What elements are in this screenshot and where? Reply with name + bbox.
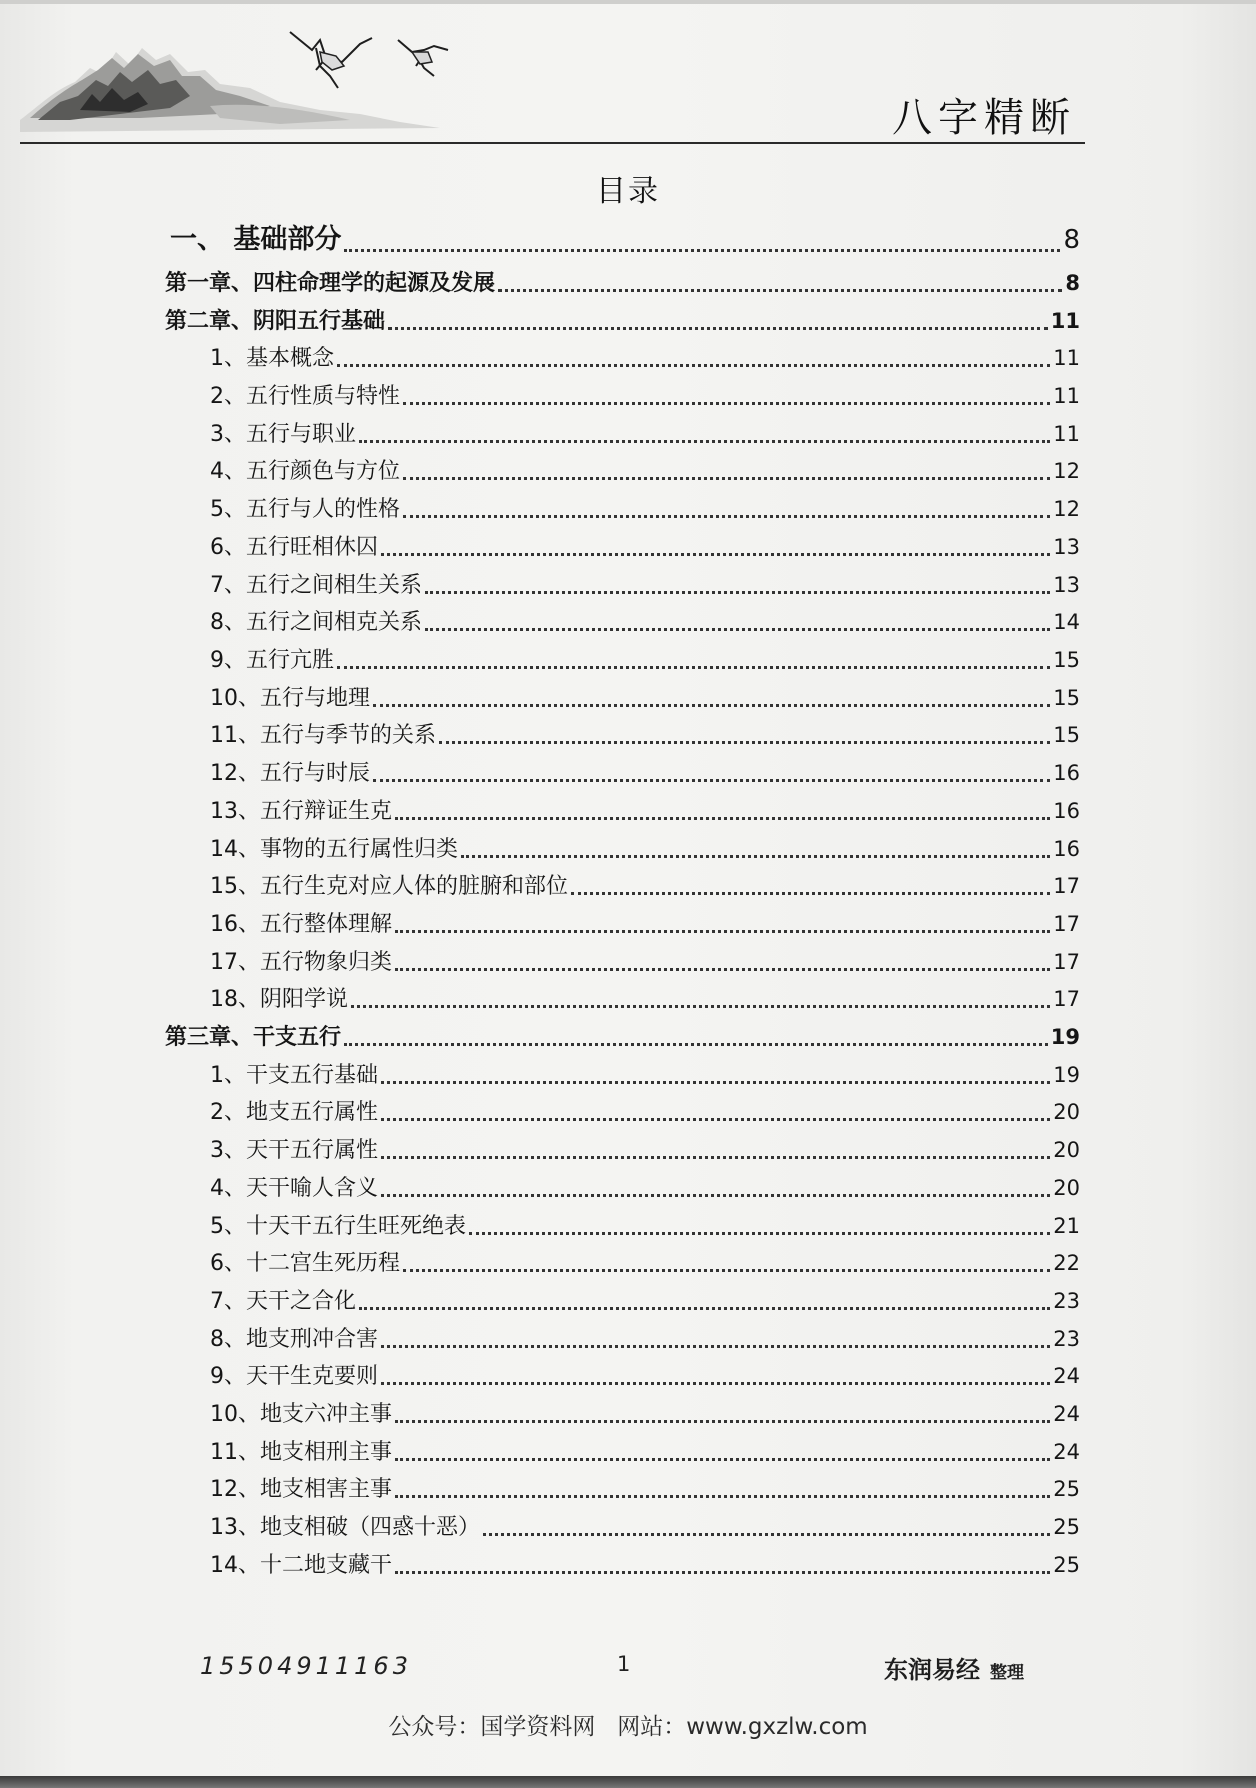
toc-entry-section — [210, 379, 1080, 413]
watermark-text: 公众号：国学资料网 网站：www.gxzlw.com — [388, 1714, 868, 1740]
toc-entry-section — [210, 568, 1080, 602]
toc-entry-title: 8、五行之间相克关系 — [210, 610, 422, 635]
toc-entry-page: 22 — [1053, 1251, 1080, 1275]
toc-entry-page: 17 — [1053, 874, 1080, 898]
toc-entry-page: 16 — [1053, 837, 1080, 861]
footer-organization — [884, 1650, 1024, 1685]
toc-entry-title: 2、五行性质与特性 — [210, 384, 400, 409]
toc-leader-dots — [359, 440, 1050, 443]
toc-entry-title: 7、天干之合化 — [210, 1289, 356, 1314]
toc-entry-section — [210, 1171, 1080, 1205]
toc-entry-title: 第二章、阴阳五行基础 — [165, 309, 386, 334]
footer-organization-name: 东润易经 — [884, 1655, 980, 1684]
toc-entry-title: 7、五行之间相生关系 — [210, 573, 422, 598]
toc-leader-dots — [344, 249, 1060, 252]
toc-entry-title: 10、地支六冲主事 — [210, 1402, 392, 1427]
toc-entry-section — [210, 1548, 1080, 1582]
toc-leader-dots — [395, 817, 1050, 820]
toc-leader-dots — [483, 1533, 1050, 1536]
toc-entry-page: 11 — [1050, 309, 1080, 333]
footer-phone-number: 15504911163 — [200, 1652, 412, 1680]
toc-entry-page: 20 — [1053, 1176, 1080, 1200]
toc-entry-title: 4、五行颜色与方位 — [210, 459, 400, 484]
landscape-painting-image — [20, 10, 520, 140]
toc-entry-page: 13 — [1053, 535, 1080, 559]
toc-entry-title: 一、 基础部分 — [170, 224, 342, 255]
toc-entry-page: 16 — [1053, 799, 1080, 823]
toc-entry-title: 6、五行旺相休囚 — [210, 535, 378, 560]
toc-entry-title: 14、事物的五行属性归类 — [210, 837, 458, 862]
toc-leader-dots — [425, 628, 1050, 631]
toc-leader-dots — [381, 1081, 1050, 1084]
toc-entry-page: 19 — [1050, 1025, 1080, 1049]
toc-entry-page: 25 — [1053, 1553, 1080, 1577]
toc-entry-page: 15 — [1053, 648, 1080, 672]
toc-leader-dots — [388, 327, 1048, 330]
toc-entry-part — [170, 220, 1080, 260]
toc-entry-section — [210, 417, 1080, 451]
book-title: 八字精断 — [892, 95, 1076, 141]
toc-entry-section — [210, 832, 1080, 866]
toc-entry-page: 23 — [1053, 1289, 1080, 1313]
header-divider — [20, 142, 1085, 144]
toc-entry-section — [210, 454, 1080, 488]
toc-entry-title: 10、五行与地理 — [210, 686, 370, 711]
toc-entry-page: 13 — [1053, 573, 1080, 597]
toc-entry-section — [210, 869, 1080, 903]
toc-entry-title: 12、五行与时辰 — [210, 761, 370, 786]
toc-entry-section — [210, 492, 1080, 526]
toc-leader-dots — [381, 1382, 1050, 1385]
toc-leader-dots — [359, 1307, 1050, 1310]
toc-entry-page: 21 — [1053, 1214, 1080, 1238]
toc-entry-page: 17 — [1053, 987, 1080, 1011]
toc-leader-dots — [395, 1571, 1050, 1574]
toc-entry-chapter — [165, 266, 1080, 300]
toc-leader-dots — [469, 1232, 1050, 1235]
toc-entry-title: 11、地支相刑主事 — [210, 1440, 392, 1465]
toc-entry-title: 14、十二地支藏干 — [210, 1553, 392, 1578]
toc-entry-title: 3、五行与职业 — [210, 422, 356, 447]
toc-entry-title: 5、五行与人的性格 — [210, 497, 400, 522]
toc-entry-title: 18、阴阳学说 — [210, 987, 348, 1012]
toc-entry-page: 24 — [1053, 1440, 1080, 1464]
toc-entry-title: 11、五行与季节的关系 — [210, 723, 436, 748]
toc-entry-section — [210, 681, 1080, 715]
toc-entry-page: 25 — [1053, 1515, 1080, 1539]
toc-entry-page: 15 — [1053, 723, 1080, 747]
toc-entry-page: 24 — [1053, 1402, 1080, 1426]
toc-leader-dots — [403, 477, 1050, 480]
toc-entry-page: 20 — [1053, 1100, 1080, 1124]
toc-entry-page: 8 — [1065, 271, 1080, 295]
footer-page-number: 1 — [617, 1652, 631, 1676]
toc-leader-dots — [461, 855, 1050, 858]
toc-leader-dots — [425, 591, 1050, 594]
toc-leader-dots — [403, 1269, 1050, 1272]
toc-entry-title: 第一章、四柱命理学的起源及发展 — [165, 271, 496, 296]
toc-entry-title: 13、五行辩证生克 — [210, 799, 392, 824]
toc-entry-title: 第三章、干支五行 — [165, 1025, 342, 1050]
toc-entry-page: 15 — [1053, 686, 1080, 710]
toc-entry-section — [210, 982, 1080, 1016]
toc-entry-section — [210, 1397, 1080, 1431]
toc-entry-title: 3、天干五行属性 — [210, 1138, 378, 1163]
toc-leader-dots — [395, 968, 1050, 971]
toc-entry-title: 2、地支五行属性 — [210, 1100, 378, 1125]
toc-entry-title: 8、地支刑冲合害 — [210, 1327, 378, 1352]
toc-entry-page: 11 — [1053, 346, 1080, 370]
toc-entry-page: 20 — [1053, 1138, 1080, 1162]
toc-entry-section — [210, 1058, 1080, 1092]
toc-leader-dots — [395, 930, 1050, 933]
toc-entry-section — [210, 1095, 1080, 1129]
toc-leader-dots — [373, 779, 1050, 782]
toc-entry-page: 12 — [1053, 497, 1080, 521]
toc-entry-title: 6、十二宫生死历程 — [210, 1251, 400, 1276]
toc-entry-page: 11 — [1053, 422, 1080, 446]
toc-entry-section — [210, 1510, 1080, 1544]
toc-entry-section — [210, 794, 1080, 828]
toc-leader-dots — [381, 1345, 1050, 1348]
toc-leader-dots — [395, 1495, 1050, 1498]
toc-entry-page: 16 — [1053, 761, 1080, 785]
page-bottom-edge — [0, 1776, 1256, 1788]
toc-entry-section — [210, 1359, 1080, 1393]
toc-leader-dots — [571, 892, 1050, 895]
toc-entry-page: 14 — [1053, 610, 1080, 634]
toc-leader-dots — [395, 1458, 1050, 1461]
toc-entry-title: 9、五行亢胜 — [210, 648, 334, 673]
page-top-edge — [0, 0, 1256, 4]
toc-entry-section — [210, 718, 1080, 752]
toc-entry-page: 11 — [1053, 384, 1080, 408]
toc-leader-dots — [337, 364, 1050, 367]
toc-entry-page: 23 — [1053, 1327, 1080, 1351]
toc-entry-title: 1、干支五行基础 — [210, 1063, 378, 1088]
toc-leader-dots — [381, 1156, 1050, 1159]
toc-leader-dots — [395, 1420, 1050, 1423]
toc-entry-section — [210, 530, 1080, 564]
toc-entry-title: 16、五行整体理解 — [210, 912, 392, 937]
toc-leader-dots — [498, 289, 1062, 292]
toc-leader-dots — [439, 741, 1050, 744]
toc-entry-page: 17 — [1053, 950, 1080, 974]
toc-entry-chapter — [165, 304, 1080, 338]
toc-entry-title: 15、五行生克对应人体的脏腑和部位 — [210, 874, 568, 899]
toc-entry-page: 8 — [1063, 225, 1080, 255]
toc-entry-title: 13、地支相破（四惑十恶） — [210, 1515, 480, 1540]
toc-entry-section — [210, 643, 1080, 677]
toc-entry-title: 9、天干生克要则 — [210, 1364, 378, 1389]
toc-entry-section — [210, 1435, 1080, 1469]
toc-heading: 目录 — [596, 174, 660, 209]
toc-entry-page: 24 — [1053, 1364, 1080, 1388]
toc-entry-title: 5、十天干五行生旺死绝表 — [210, 1214, 466, 1239]
toc-entry-title: 1、基本概念 — [210, 346, 334, 371]
toc-entry-title: 4、天干喻人含义 — [210, 1176, 378, 1201]
toc-entry-section — [210, 1133, 1080, 1167]
toc-leader-dots — [381, 553, 1050, 556]
toc-entry-section — [210, 341, 1080, 375]
toc-entry-page: 12 — [1053, 459, 1080, 483]
toc-entry-page: 19 — [1053, 1063, 1080, 1087]
toc-entry-section — [210, 907, 1080, 941]
toc-entry-page: 17 — [1053, 912, 1080, 936]
toc-entry-section — [210, 1472, 1080, 1506]
toc-entry-section — [210, 1322, 1080, 1356]
toc-entry-section — [210, 605, 1080, 639]
toc-entry-section — [210, 1209, 1080, 1243]
toc-leader-dots — [337, 666, 1050, 669]
toc-leader-dots — [351, 1005, 1050, 1008]
toc-leader-dots — [381, 1194, 1050, 1197]
toc-entry-chapter — [165, 1020, 1080, 1054]
toc-leader-dots — [403, 515, 1050, 518]
toc-leader-dots — [403, 402, 1050, 405]
footer-organization-suffix: 整理 — [990, 1663, 1024, 1683]
toc-entry-section — [210, 1284, 1080, 1318]
toc-entry-section — [210, 756, 1080, 790]
toc-leader-dots — [344, 1043, 1048, 1046]
toc-entry-section — [210, 1246, 1080, 1280]
toc-entry-title: 17、五行物象归类 — [210, 950, 392, 975]
toc-entry-section — [210, 945, 1080, 979]
toc-leader-dots — [373, 704, 1050, 707]
toc-leader-dots — [381, 1118, 1050, 1121]
toc-entry-title: 12、地支相害主事 — [210, 1477, 392, 1502]
toc-entry-page: 25 — [1053, 1477, 1080, 1501]
